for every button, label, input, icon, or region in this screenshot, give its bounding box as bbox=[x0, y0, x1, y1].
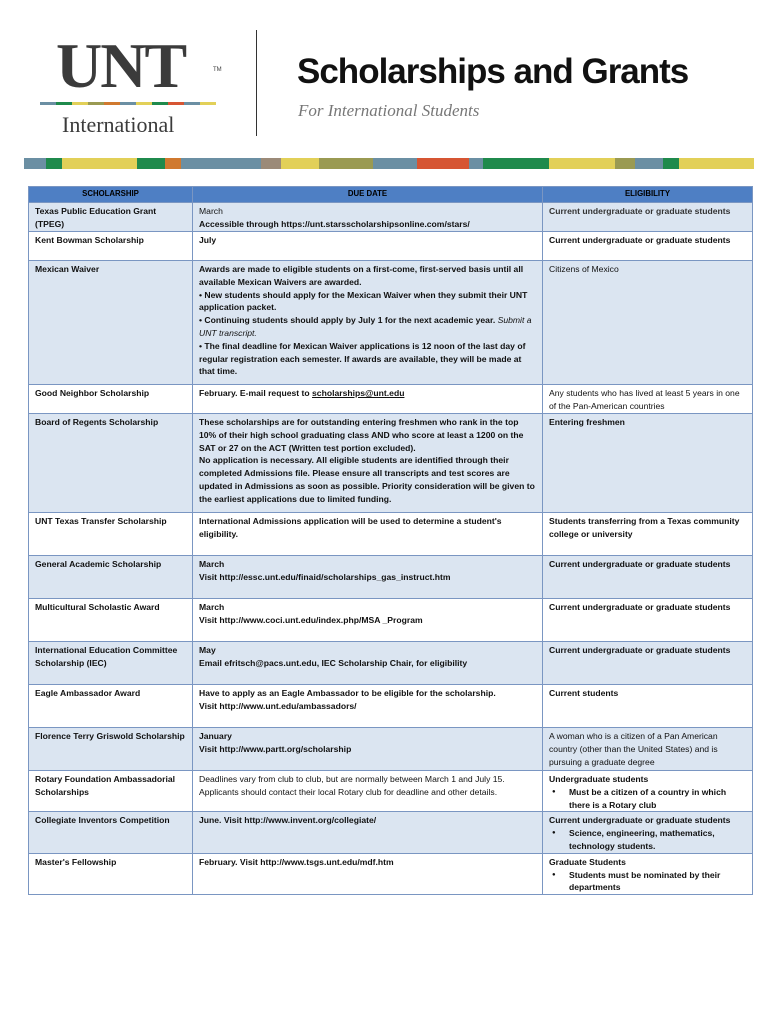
eligibility: Current students bbox=[543, 685, 753, 728]
due-date: January Visit http://www.partt.org/scholarship bbox=[193, 728, 543, 771]
logo-wordmark: UNT TM bbox=[56, 30, 222, 101]
table-row bbox=[29, 203, 753, 232]
eligibility: Entering freshmen bbox=[543, 414, 753, 513]
scholarship-name: Texas Public Education Grant (TPEG) bbox=[29, 203, 193, 232]
email-link[interactable]: scholarships@unt.edu bbox=[312, 388, 405, 398]
scholarship-name: Collegiate Inventors Competition bbox=[29, 812, 193, 853]
table-row bbox=[29, 853, 753, 894]
table-row bbox=[29, 642, 753, 685]
table-row bbox=[29, 728, 753, 771]
due-date: May Email efritsch@pacs.unt.edu, IEC Scholarship Chair, for eligibility bbox=[193, 642, 543, 685]
page-title: Scholarships and Grants bbox=[297, 52, 689, 91]
eligibility: Any students who has lived at least 5 years in one of the Pan-American countries bbox=[543, 385, 753, 414]
table-row bbox=[29, 385, 753, 414]
col-header-eligibility: ELIGIBILITY bbox=[543, 187, 753, 203]
due-date: July bbox=[193, 232, 543, 261]
eligibility: A woman who is a citizen of a Pan American country (other than the United States) and is pursuing a graduate degree bbox=[543, 728, 753, 771]
eligibility: Current undergraduate or graduate students bbox=[543, 203, 753, 232]
due-date: Deadlines vary from club to club, but are normally between March 1 and July 15. Applicants should contact their local Rotary club for deadline and other details. bbox=[193, 771, 543, 812]
eligibility: Current undergraduate or graduate students bbox=[543, 642, 753, 685]
scholarship-name: Eagle Ambassador Award bbox=[29, 685, 193, 728]
eligibility: Current undergraduate or graduate students ● Science, engineering, mathematics, technology students. bbox=[543, 812, 753, 853]
due-date: These scholarships are for outstanding entering freshmen who rank in the top 10% of their high school graduating class AND who score at least a 1200 on the SAT or 27 on the ACT (Written test portion excluded). No application is necessary. All eligible students are identified through their completed Admissions file. Please ensure all transcripts and test scores are updated in Admissions as soon as possible. Priority consideration will be given to the earliest applications due to limited funding. bbox=[193, 414, 543, 513]
scholarship-name: Florence Terry Griswold Scholarship bbox=[29, 728, 193, 771]
table-row bbox=[29, 812, 753, 853]
table-header-row bbox=[29, 187, 753, 203]
trademark-mark: TM bbox=[213, 67, 222, 73]
due-date: March Accessible through https://unt.starsscholarshipsonline.com/stars/ bbox=[193, 203, 543, 232]
table-row bbox=[29, 232, 753, 261]
due-date: March Visit http://www.coci.unt.edu/index.php/MSA _Program bbox=[193, 599, 543, 642]
header-divider bbox=[256, 30, 257, 136]
eligibility: Undergraduate students ● Must be a citizen of a country in which there is a Rotary club bbox=[543, 771, 753, 812]
table-row bbox=[29, 513, 753, 556]
scholarship-name: Board of Regents Scholarship bbox=[29, 414, 193, 513]
color-band bbox=[24, 158, 754, 169]
eligibility: Citizens of Mexico bbox=[543, 261, 753, 385]
scholarship-name: Rotary Foundation Ambassadorial Scholarships bbox=[29, 771, 193, 812]
eligibility: Current undergraduate or graduate students bbox=[543, 232, 753, 261]
col-header-scholarship: SCHOLARSHIP bbox=[29, 187, 193, 203]
table-row bbox=[29, 261, 753, 385]
due-date: June. Visit http://www.invent.org/collegiate/ bbox=[193, 812, 543, 853]
scholarship-name: UNT Texas Transfer Scholarship bbox=[29, 513, 193, 556]
unt-international-logo bbox=[40, 30, 222, 138]
scholarship-name: Good Neighbor Scholarship bbox=[29, 385, 193, 414]
scholarship-name: Mexican Waiver bbox=[29, 261, 193, 385]
eligibility: Students transferring from a Texas community college or university bbox=[543, 513, 753, 556]
scholarship-name: Kent Bowman Scholarship bbox=[29, 232, 193, 261]
col-header-due-date: DUE DATE bbox=[193, 187, 543, 203]
logo-stripe bbox=[40, 102, 216, 105]
table-row bbox=[29, 414, 753, 513]
due-date: Awards are made to eligible students on a first-come, first-served basis until all available Mexican Waivers are awarded. • New students should apply for the Mexican Waiver when they submit their UNT application packet. • Continuing students should apply by July 1 for the next academic year. Submit a UNT transcript. • The final deadline for Mexican Waiver applications is 12 noon of the last day of regular registration each semester. If awards are available, they will be made at that time. bbox=[193, 261, 543, 385]
eligibility: Current undergraduate or graduate students bbox=[543, 599, 753, 642]
eligibility: Graduate Students ● Students must be nominated by their departments bbox=[543, 853, 753, 894]
due-date: February. Visit http://www.tsgs.unt.edu/mdf.htm bbox=[193, 853, 543, 894]
table-row bbox=[29, 771, 753, 812]
eligibility: Current undergraduate or graduate students bbox=[543, 556, 753, 599]
due-date: Have to apply as an Eagle Ambassador to be eligible for the scholarship. Visit http://www.unt.edu/ambassadors/ bbox=[193, 685, 543, 728]
scholarship-name: Master's Fellowship bbox=[29, 853, 193, 894]
scholarship-name: General Academic Scholarship bbox=[29, 556, 193, 599]
due-date: International Admissions application will be used to determine a student's eligibility. bbox=[193, 513, 543, 556]
logo-international: International bbox=[62, 112, 175, 137]
scholarship-name: Multicultural Scholastic Award bbox=[29, 599, 193, 642]
table-row bbox=[29, 599, 753, 642]
due-date: March Visit http://essc.unt.edu/finaid/scholarships_gas_instruct.htm bbox=[193, 556, 543, 599]
table-row bbox=[29, 685, 753, 728]
table-row bbox=[29, 556, 753, 599]
scholarships-table bbox=[28, 186, 753, 895]
scholarship-name: International Education Committee Scholarship (IEC) bbox=[29, 642, 193, 685]
due-date: February. E-mail request to scholarships@unt.edu bbox=[193, 385, 543, 414]
page-subtitle: For International Students bbox=[298, 101, 480, 120]
